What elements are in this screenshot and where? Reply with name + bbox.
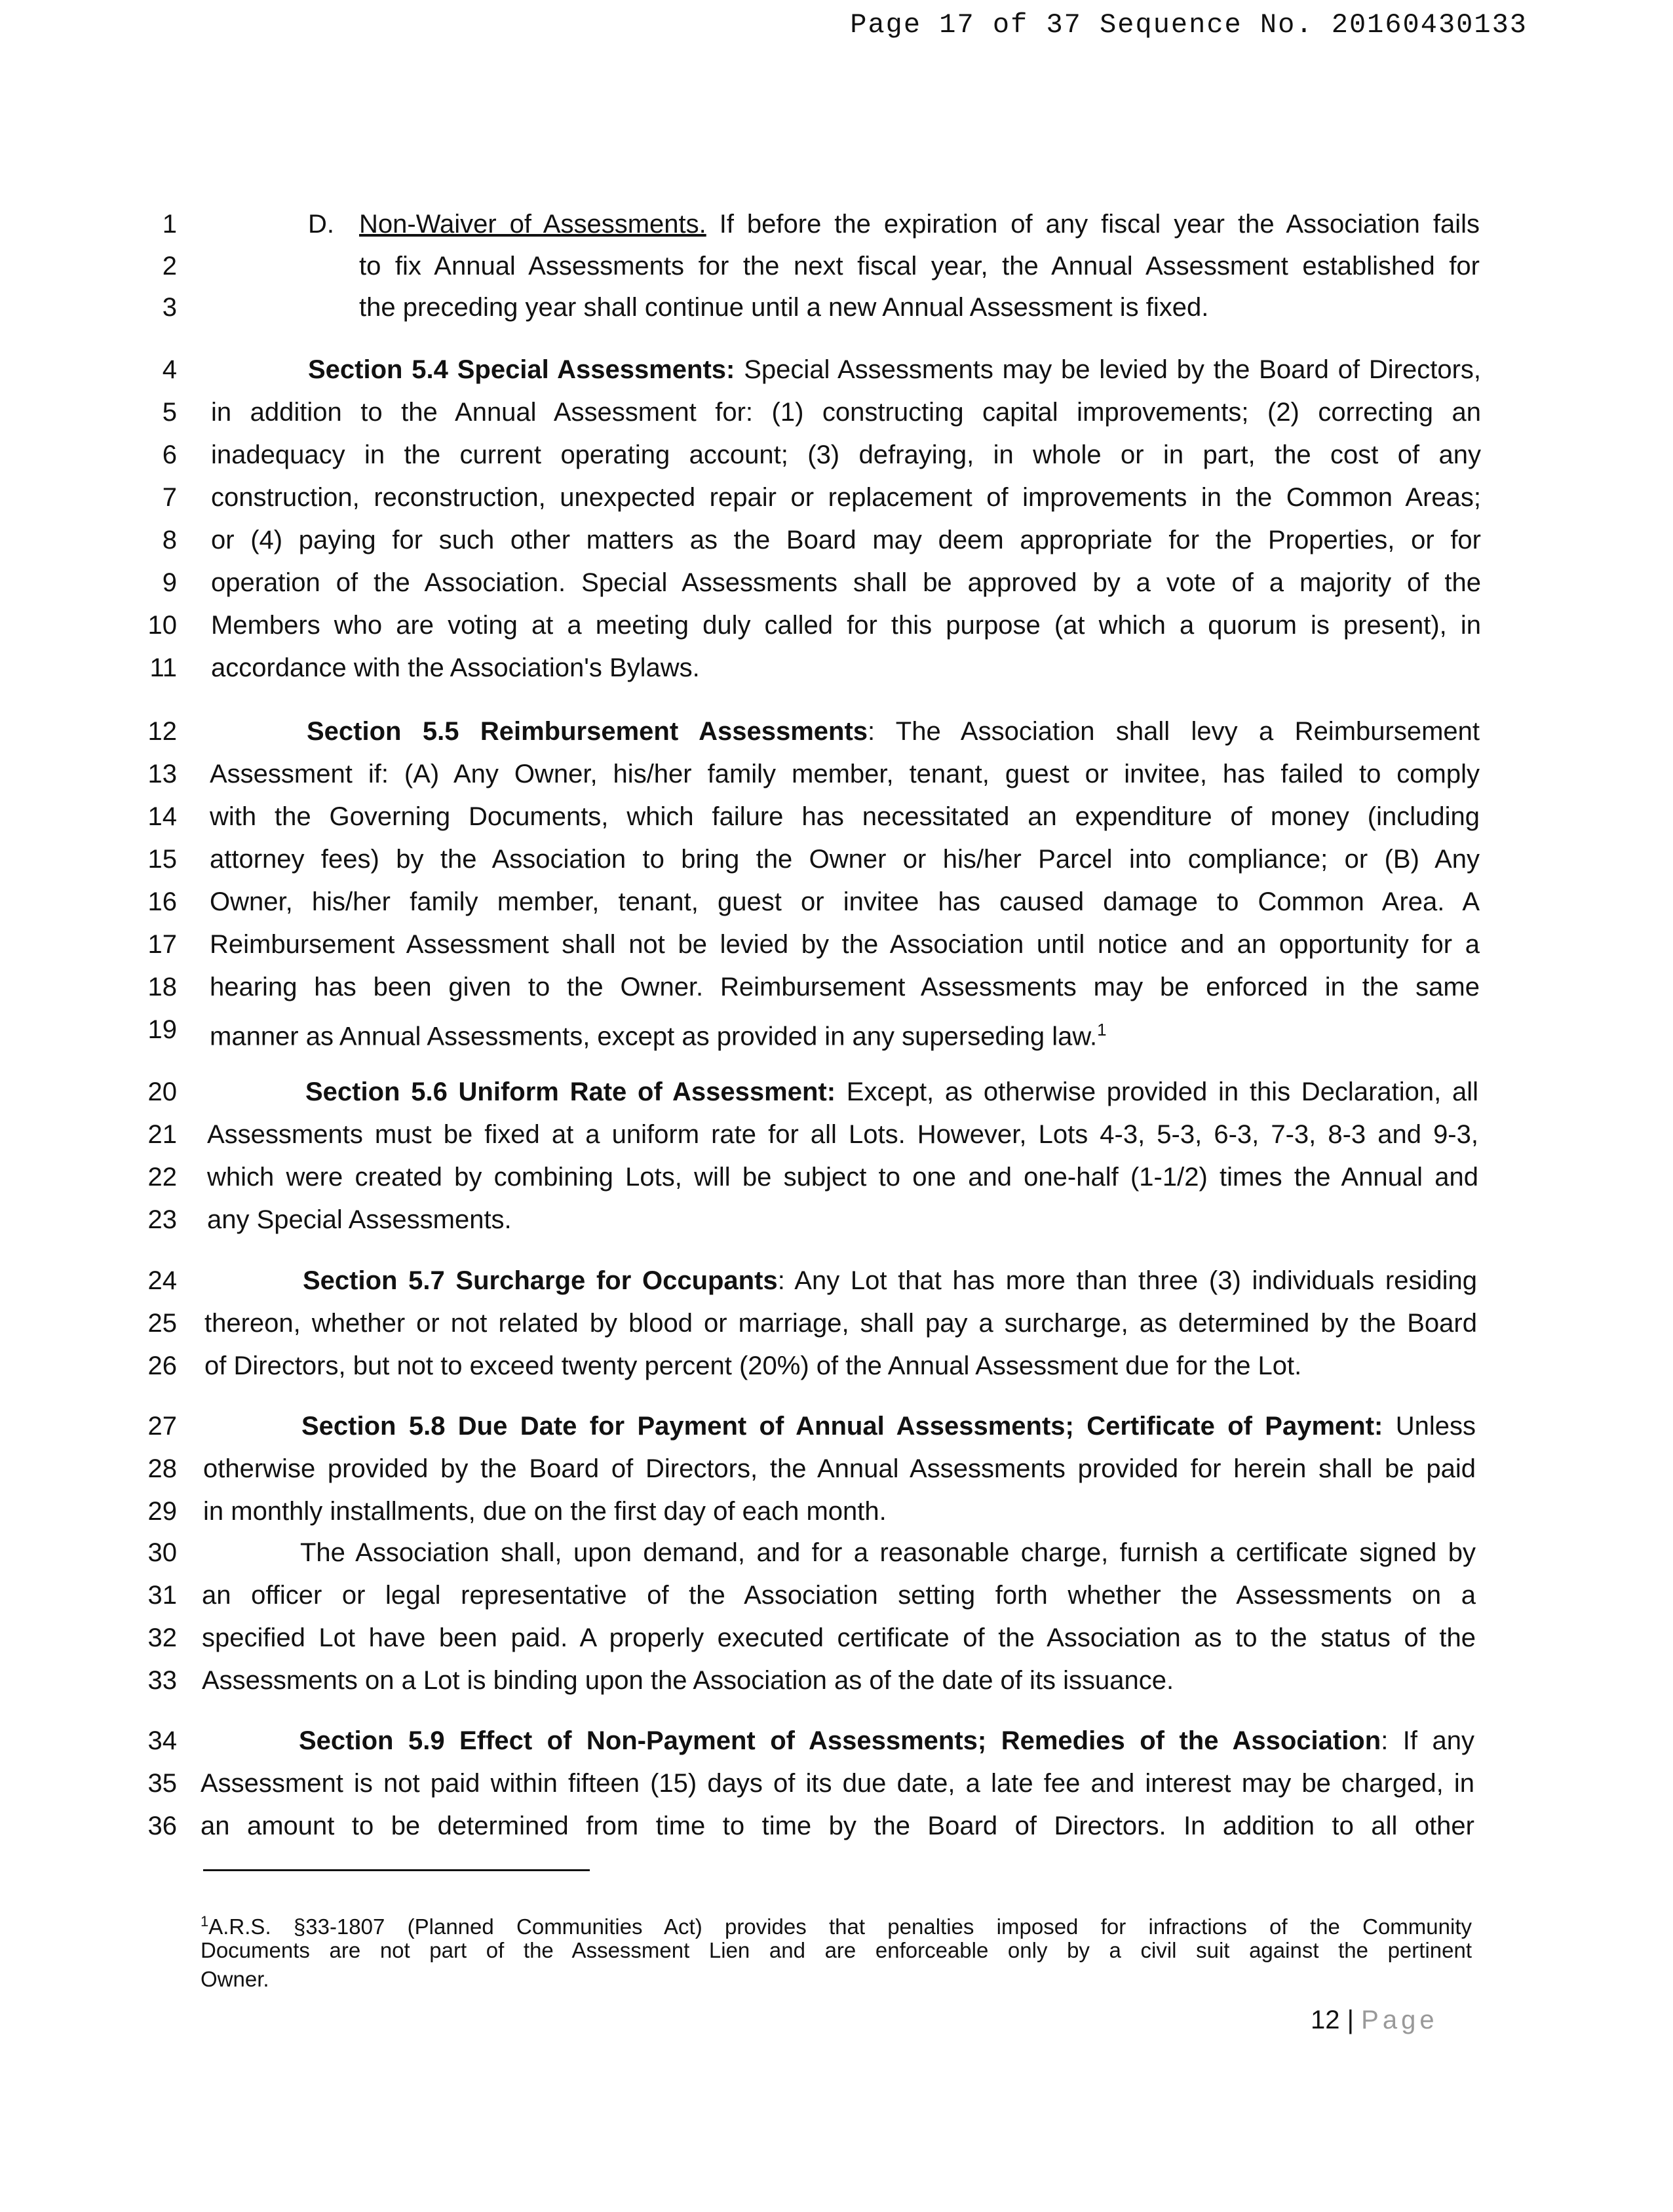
line-number: 14 xyxy=(147,802,177,831)
body-text-line: any Special Assessments. xyxy=(207,1205,512,1234)
body-text-line: or (4) paying for such other matters as the Board may deem appropriate for the Properties, or for xyxy=(211,526,1481,554)
line-number: 24 xyxy=(147,1266,177,1295)
body-text-line: with the Governing Documents, which failure has necessitated an expenditure of money (including xyxy=(210,802,1480,831)
line-number: 30 xyxy=(147,1538,177,1567)
body-text-line: Assessments on a Lot is binding upon the Association as of the date of its issuance. xyxy=(202,1666,1174,1695)
section-heading: Section 5.5 Reimbursement Assessments xyxy=(307,717,868,746)
body-text-line: If before the expiration of any fiscal year the Association fails xyxy=(719,210,1480,239)
line-number: 25 xyxy=(147,1309,177,1338)
line-number: 10 xyxy=(147,611,177,640)
body-text-line: specified Lot have been paid. A properly executed certificate of the Association as to the status of the xyxy=(202,1623,1476,1652)
line-number: 17 xyxy=(147,930,177,959)
line-number: 4 xyxy=(162,355,177,384)
line-number: 12 xyxy=(147,717,177,746)
body-text-line: Assessments must be fixed at a uniform rate for all Lots. However, Lots 4-3, 5-3, 6-3, 7-3, 8-3 and 9-3, xyxy=(207,1120,1478,1149)
body-text-line: Unless xyxy=(1395,1412,1476,1441)
body-text-line: which were created by combining Lots, will be subject to one and one-half (1-1/2) times the Annual and xyxy=(207,1163,1478,1192)
footnote-marker: 1 xyxy=(201,1913,209,1930)
body-text-line: accordance with the Association's Bylaws. xyxy=(211,653,700,682)
body-text-line: Owner, his/her family member, tenant, guest or invitee has caused damage to Common Area. A xyxy=(210,887,1480,916)
line-number: 36 xyxy=(147,1812,177,1840)
body-text-line: : If any xyxy=(1381,1726,1475,1755)
body-text-line: operation of the Association. Special Assessments shall be approved by a vote of a majority of the xyxy=(211,568,1481,597)
section-heading: Section 5.7 Surcharge for Occupants xyxy=(303,1266,778,1295)
body-text-line: Members who are voting at a meeting duly called for this purpose (at which a quorum is present), in xyxy=(211,611,1481,640)
footnote-text-line: Documents are not part of the Assessment Lien and are enforceable only by a civil suit against the pertinent xyxy=(201,1938,1472,1962)
line-number: 34 xyxy=(147,1726,177,1755)
line-number: 8 xyxy=(162,526,177,554)
body-text-line: : Any Lot that has more than three (3) individuals residing xyxy=(777,1266,1478,1295)
line-number: 16 xyxy=(147,887,177,916)
line-number: 13 xyxy=(147,760,177,788)
line-number: 3 xyxy=(162,293,177,322)
body-text-line: to fix Annual Assessments for the next fiscal year, the Annual Assessment established for xyxy=(359,252,1480,281)
line-number: 35 xyxy=(147,1769,177,1798)
page-footer xyxy=(1311,2006,1438,2035)
page-number: 12 xyxy=(1311,2006,1340,2034)
line-number: 11 xyxy=(149,653,177,682)
line-number: 31 xyxy=(147,1581,177,1610)
line-number: 32 xyxy=(147,1623,177,1652)
body-text-line: : The Association shall levy a Reimbursement xyxy=(868,717,1480,746)
line-number: 1 xyxy=(162,210,177,239)
line-number: 19 xyxy=(147,1015,177,1044)
line-number: 2 xyxy=(162,252,177,281)
line-number: 22 xyxy=(147,1163,177,1192)
line-number: 5 xyxy=(162,398,177,427)
body-text-line: Assessment is not paid within fifteen (15) days of its due date, a late fee and interest may be charged, in xyxy=(201,1769,1474,1798)
body-text-line: attorney fees) by the Association to bring the Owner or his/her Parcel into compliance; or (B) Any xyxy=(210,845,1480,874)
line-number: 9 xyxy=(162,568,177,597)
footnote-text-line: Owner. xyxy=(201,1967,269,1991)
footnote-text-line: A.R.S. §33-1807 (Planned Communities Act) provides that penalties imposed for infractions of the Community xyxy=(208,1914,1472,1939)
line-number: 20 xyxy=(147,1077,177,1106)
line-number: 7 xyxy=(162,483,177,512)
body-text-line: manner as Annual Assessments, except as provided in any superseding law. xyxy=(210,1022,1098,1051)
line-number: 28 xyxy=(147,1454,177,1483)
page-sequence-stamp: Page 17 of 37 Sequence No. 20160430133 xyxy=(850,9,1528,41)
body-text-line: an amount to be determined from time to time by the Board of Directors. In addition to all other xyxy=(201,1812,1474,1840)
body-text-line: Assessment if: (A) Any Owner, his/her family member, tenant, guest or invitee, has failed to comply xyxy=(210,760,1480,788)
body-text-line: an officer or legal representative of the Association setting forth whether the Assessments on a xyxy=(202,1581,1476,1610)
page-number-separator: | xyxy=(1347,2006,1355,2034)
section-heading: Section 5.9 Effect of Non-Payment of Assessments; Remedies of the Association xyxy=(299,1726,1381,1755)
footnote-reference: 1 xyxy=(1097,1020,1107,1039)
line-number: 29 xyxy=(147,1497,177,1526)
body-text-line: construction, reconstruction, unexpected repair or replacement of improvements in the Common Areas; xyxy=(211,483,1481,512)
body-text-line: Special Assessments may be levied by the Board of Directors, xyxy=(744,355,1482,384)
section-heading: Section 5.8 Due Date for Payment of Annual Assessments; Certificate of Payment: xyxy=(301,1412,1383,1441)
line-number: 6 xyxy=(162,440,177,469)
body-text-line: in addition to the Annual Assessment for: (1) constructing capital improvements; (2) correcting an xyxy=(211,398,1481,427)
line-number: 33 xyxy=(147,1666,177,1695)
body-text-line: the preceding year shall continue until a new Annual Assessment is fixed. xyxy=(359,293,1209,322)
section-heading: Section 5.4 Special Assessments: xyxy=(308,355,735,384)
body-text-line: hearing has been given to the Owner. Reimbursement Assessments may be enforced in the same xyxy=(210,973,1480,1001)
list-label: D. xyxy=(308,210,334,239)
body-text-line: otherwise provided by the Board of Directors, the Annual Assessments provided for herein shall be paid xyxy=(203,1454,1476,1483)
line-number: 26 xyxy=(147,1351,177,1380)
footnote-divider xyxy=(203,1869,590,1871)
line-number: 23 xyxy=(147,1205,177,1234)
body-text-line: in monthly installments, due on the first day of each month. xyxy=(203,1497,887,1526)
line-number: 27 xyxy=(147,1412,177,1441)
line-number: 15 xyxy=(147,845,177,874)
body-text-line: The Association shall, upon demand, and for a reasonable charge, furnish a certificate signed by xyxy=(300,1538,1476,1567)
body-text-line: thereon, whether or not related by blood or marriage, shall pay a surcharge, as determined by the Board xyxy=(204,1309,1477,1338)
body-text-line: Except, as otherwise provided in this Declaration, all xyxy=(846,1077,1478,1106)
section-heading: Non-Waiver of Assessments. xyxy=(359,210,706,239)
line-number: 21 xyxy=(147,1120,177,1149)
body-text-line: Reimbursement Assessment shall not be levied by the Association until notice and an opportunity for a xyxy=(210,930,1480,959)
body-text-line: inadequacy in the current operating account; (3) defraying, in whole or in part, the cost of any xyxy=(211,440,1481,469)
body-text-line: of Directors, but not to exceed twenty percent (20%) of the Annual Assessment due for the Lot. xyxy=(204,1351,1302,1380)
page-word: Page xyxy=(1361,2006,1438,2034)
section-heading: Section 5.6 Uniform Rate of Assessment: xyxy=(305,1077,836,1106)
line-number: 18 xyxy=(147,973,177,1001)
